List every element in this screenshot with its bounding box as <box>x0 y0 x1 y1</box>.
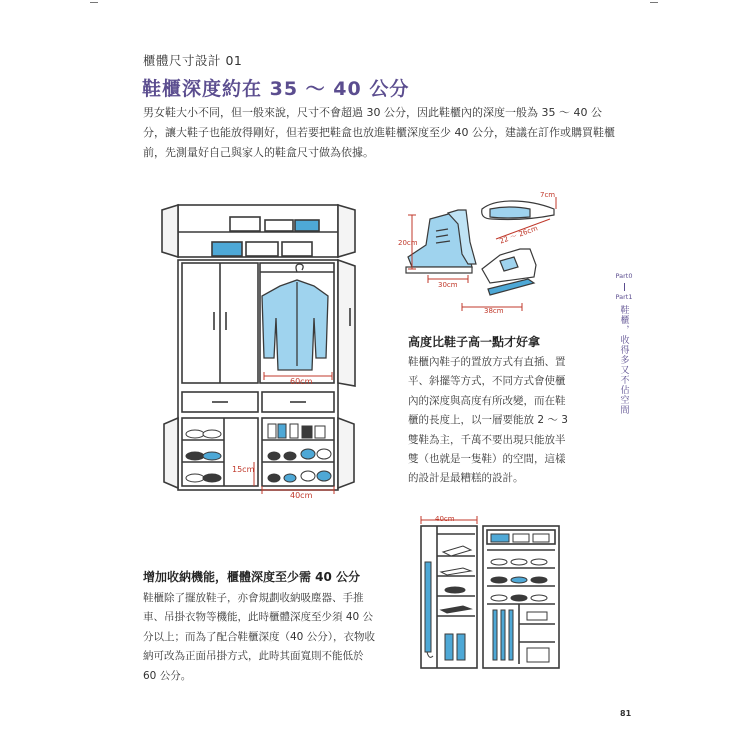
crop-mark-right <box>650 2 658 3</box>
section-heading-storage: 增加收納機能，櫃體深度至少需 40 公分 <box>143 570 361 584</box>
dimension-boot-length: 30cm <box>438 281 458 289</box>
section-kicker: 櫃體尺寸設計 01 <box>143 53 243 68</box>
dimension-shelf-height: 15cm <box>232 465 255 474</box>
section-heading-height: 高度比鞋子高一點才好拿 <box>408 335 541 349</box>
dimension-boot-height: 20cm <box>398 239 418 247</box>
dimension-slipper-height: 7cm <box>540 191 556 199</box>
dimension-hanger-width: 60cm <box>290 377 313 386</box>
dimension-cabinet-depth: 40cm <box>290 491 313 500</box>
intro-paragraph: 男女鞋大小不同，但一般來說，尺寸不會超過 30 公分，因此鞋櫃內的深度一般為 35 ～ 40 公分，讓大鞋子也能放得剛好，但若要把鞋盒也放進鞋櫃深度至少 40 公分，建議在訂作或購買鞋櫃前，先測量好自己與家人的鞋盒尺寸做為依據。 <box>143 106 615 159</box>
dimension-sneaker-length: 38cm <box>484 307 504 315</box>
section-body-height: 鞋櫃內鞋子的置放方式有直插、置平、斜擺等方式，不同方式會使櫃內的深度與高度有所改變，而在鞋櫃的長度上，以一層要能放 2 ～ 3 雙鞋為主，千萬不要出現只能放半雙（也就是一隻鞋）的空間，這樣的設計是最糟糕的設計。 <box>408 356 568 485</box>
section-body-storage: 鞋櫃除了擺放鞋子，亦會規劃收納吸塵器、手推車、吊掛衣物等機能，此時櫃體深度至少須 40 公分以上；而為了配合鞋櫃深度（40 公分），衣物收納可改為正面吊掛方式，此時其面寬則不能低於 60 公分。 <box>143 592 375 682</box>
shoe-size-illustration <box>400 183 565 313</box>
chapter-sidebar <box>614 272 634 415</box>
sidebar-divider <box>624 283 625 291</box>
sidebar-part-bottom: Part1 <box>615 293 633 301</box>
page-number: 81 <box>620 709 632 718</box>
wardrobe-illustration <box>150 200 365 500</box>
storage-cabinets-illustration <box>415 512 565 672</box>
dimension-slipper-length: 22 ～ 26cm <box>498 224 539 246</box>
page-title: 鞋櫃深度約在 35 ～ 40 公分 <box>142 78 410 100</box>
sidebar-part-top: Part0 <box>615 272 633 280</box>
sidebar-chapter-title: 鞋櫃，收得多又不佔空間 <box>618 305 629 415</box>
crop-mark-left <box>90 2 98 3</box>
dimension-small-cabinet-width: 40cm <box>435 515 455 523</box>
